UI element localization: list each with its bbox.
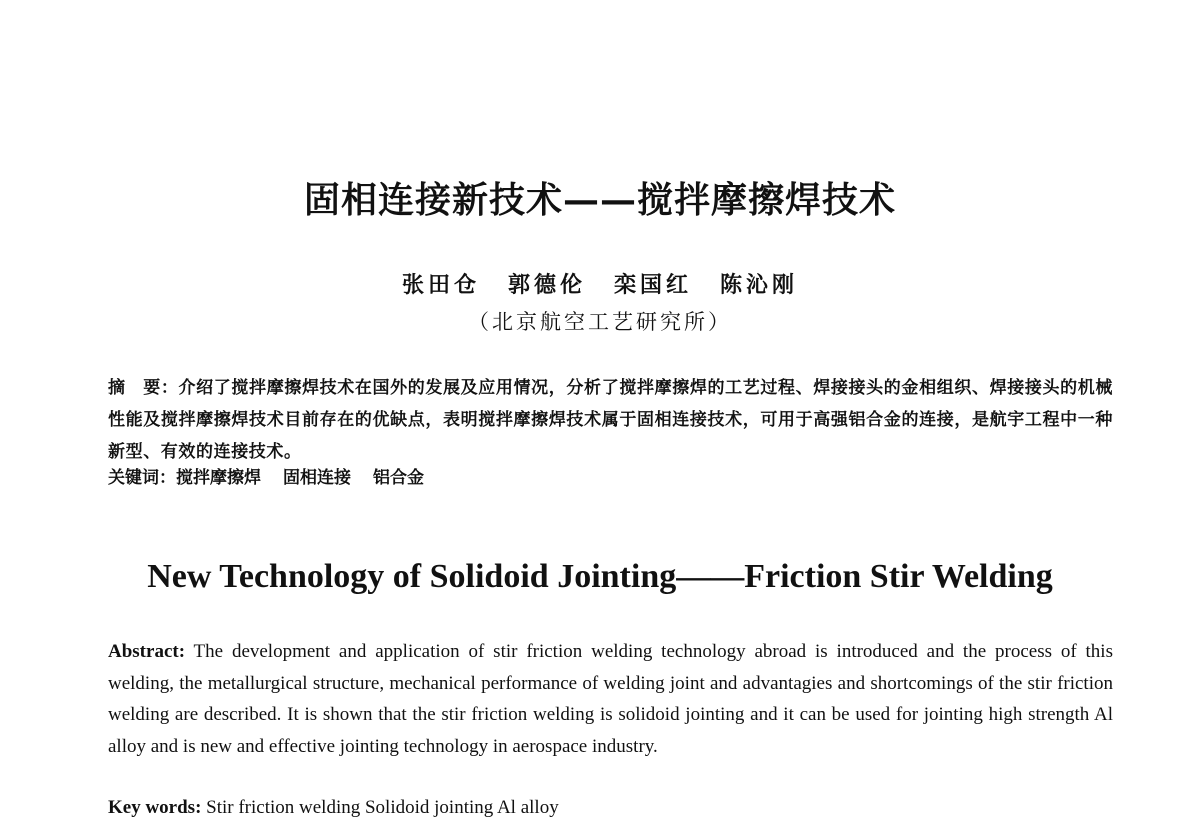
author-name: 陈沁刚 <box>720 272 799 298</box>
english-title: New Technology of Solidoid Jointing——Friction Stir Welding <box>147 558 1053 595</box>
english-keywords <box>108 795 1113 821</box>
chinese-keywords <box>108 464 1113 492</box>
chinese-keywords-label: 关键词： <box>108 468 176 488</box>
chinese-abstract <box>108 372 1113 468</box>
author-name: 郭德伦 <box>507 272 586 298</box>
english-abstract <box>108 636 1113 762</box>
author-list <box>0 268 1200 299</box>
author-name: 栾国红 <box>614 272 693 298</box>
chinese-abstract-label: 摘 要： <box>108 378 179 398</box>
english-abstract-label: Abstract: <box>108 641 186 662</box>
keyword: 搅拌摩擦焊 <box>176 468 261 488</box>
english-keywords-label: Key words: <box>108 797 202 818</box>
english-keywords-text: Stir friction welding Solidoid jointing Al alloy <box>206 797 559 818</box>
chinese-title: 固相连接新技术——搅拌摩擦焊技术 <box>303 179 896 221</box>
keyword: 铝合金 <box>373 468 424 488</box>
keyword: 固相连接 <box>283 468 351 488</box>
author-name: 张田仓 <box>401 272 480 298</box>
english-abstract-text: The development and application of stir friction welding technology abroad is introduced and the process of this welding, the metallurgical structure, mechanical performance of welding joint and advantagies and shortcomings of the stir friction welding are described. It is shown that the stir friction welding is solidoid jointing and it can be used for jointing high strength Al alloy and is new and effective jointing technology in aerospace industry. <box>108 641 1113 757</box>
affiliation: （北京航空工艺研究所） <box>468 310 732 334</box>
chinese-abstract-text: 介绍了搅拌摩擦焊技术在国外的发展及应用情况，分析了搅拌摩擦焊的工艺过程、焊接接头的金相组织、焊接接头的机械性能及搅拌摩擦焊技术目前存在的优缺点，表明搅拌摩擦焊技术属于固相连接技术，可用于高强铝合金的连接，是航宇工程中一种新型、有效的连接技术。 <box>108 378 1113 462</box>
